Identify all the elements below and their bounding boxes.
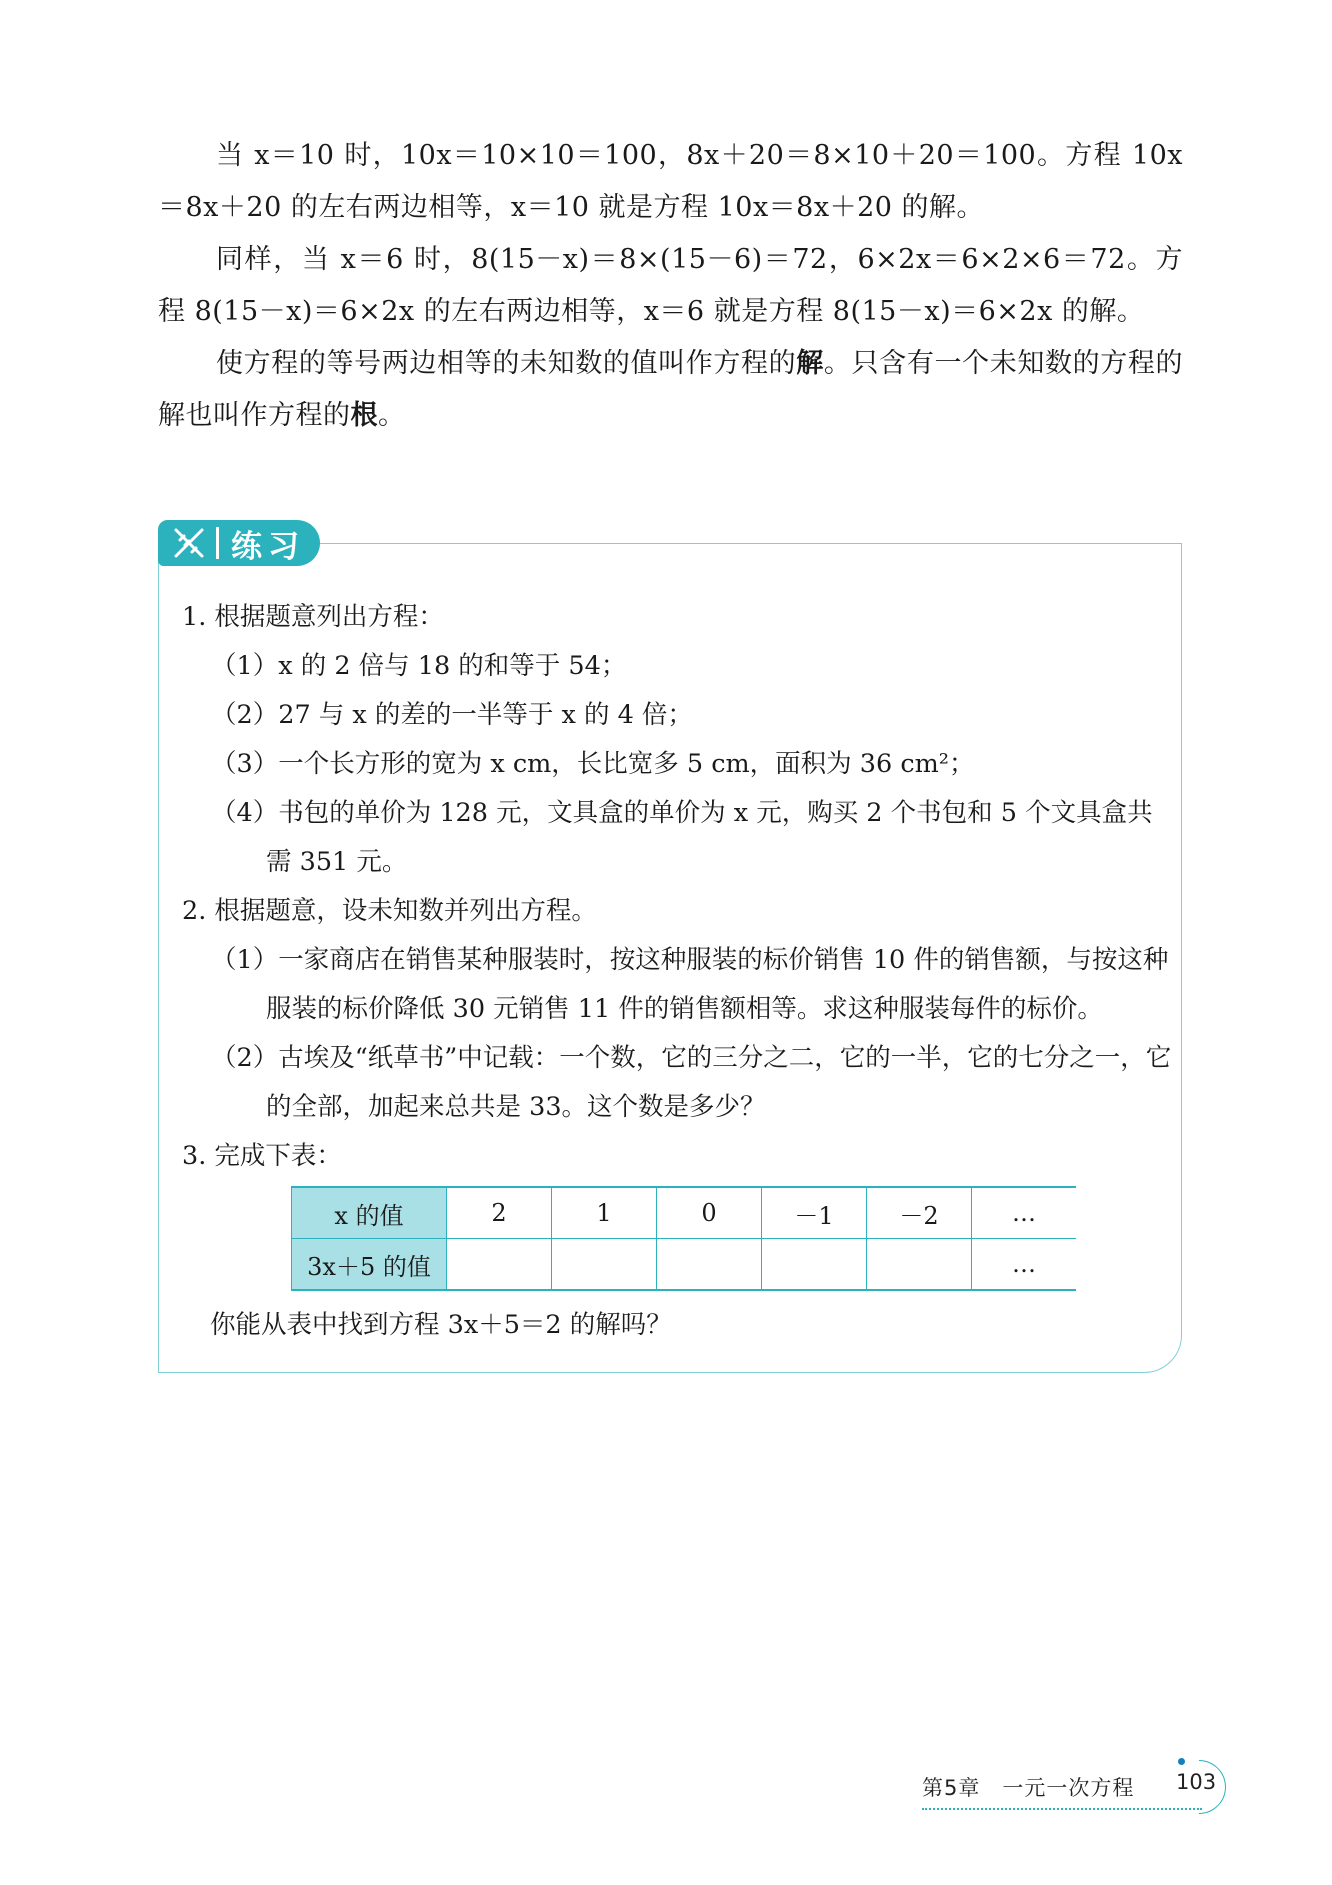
table-cell: 2 xyxy=(447,1187,552,1239)
question-2-item-2: （2）古埃及“纸草书”中记载：一个数，它的三分之二，它的一半，它的七分之一，它的全部，加起来总共是 33。这个数是多少？ xyxy=(211,1043,1172,1122)
definition-paragraph xyxy=(158,338,1183,442)
paragraph-1: 当 x＝10 时，10x＝10×10＝100，8x＋20＝8×10＋20＝100。方程 10x＝8x＋20 的左右两边相等，x＝10 就是方程 10x＝8x＋20 的解。 xyxy=(158,140,1183,223)
question-1-item-1: （1）x 的 2 倍与 18 的和等于 54； xyxy=(211,651,627,681)
table-cell: … xyxy=(972,1239,1077,1291)
table-cell xyxy=(762,1239,867,1291)
question-3-followup: 你能从表中找到方程 3x＋5＝2 的解吗？ xyxy=(210,1310,672,1340)
definition-text-3: 。 xyxy=(378,400,406,431)
table-cell: 0 xyxy=(657,1187,762,1239)
table-cell xyxy=(867,1239,972,1291)
question-3: 3. 完成下表： xyxy=(182,1141,342,1171)
definition-text-1: 使方程的等号两边相等的未知数的值叫作方程的 xyxy=(216,348,797,379)
definition-text-2: 。只含有一个未知数的方程的解也叫作方程的 xyxy=(158,348,1184,431)
exercise-content xyxy=(182,593,1172,1181)
table-cell xyxy=(447,1239,552,1291)
question-2-item-1: （1）一家商店在销售某种服装时，按这种服装的标价销售 10 件的销售额，与按这种服装的标价降低 30 元销售 11 件的销售额相等。求这种服装每件的标价。 xyxy=(211,945,1169,1024)
paragraph-2: 同样，当 x＝6 时，8(15－x)＝8×(15－6)＝72，6×2x＝6×2×6＝72。方程 8(15－x)＝6×2x 的左右两边相等，x＝6 就是方程 8(15－x)＝6×2x 的解。 xyxy=(158,244,1183,327)
exercise-header xyxy=(158,520,320,566)
page-number: 103 xyxy=(1176,1770,1217,1794)
page-footer xyxy=(920,1760,1217,1820)
chapter-title: 第5章 一元一次方程 xyxy=(922,1776,1135,1800)
table-cell xyxy=(552,1239,657,1291)
question-1-item-2: （2）27 与 x 的差的一半等于 x 的 4 倍； xyxy=(211,700,693,730)
body-paragraphs xyxy=(158,130,1183,442)
table-row xyxy=(292,1187,1077,1239)
table-header-expression: 3x＋5 的值 xyxy=(292,1239,447,1291)
ruler-pencil-icon xyxy=(168,523,210,563)
question-2: 2. 根据题意，设未知数并列出方程。 xyxy=(182,896,597,926)
footer-divider xyxy=(922,1808,1202,1810)
table-header-x: x 的值 xyxy=(292,1187,447,1239)
table-row xyxy=(292,1239,1077,1291)
question-1-item-3: （3）一个长方形的宽为 x cm，长比宽多 5 cm，面积为 36 cm²； xyxy=(211,749,975,779)
table-cell: －1 xyxy=(762,1187,867,1239)
question-1: 1. 根据题意列出方程： xyxy=(182,602,444,632)
value-table xyxy=(291,1186,1076,1291)
term-solution: 解 xyxy=(796,348,824,379)
table-cell: 1 xyxy=(552,1187,657,1239)
term-root: 根 xyxy=(350,400,378,431)
table-cell: －2 xyxy=(867,1187,972,1239)
table-cell: … xyxy=(972,1187,1077,1239)
question-1-item-4: （4）书包的单价为 128 元，文具盒的单价为 x 元，购买 2 个书包和 5 个文具盒共需 351 元。 xyxy=(211,798,1153,877)
table-cell xyxy=(657,1239,762,1291)
header-separator xyxy=(216,527,219,559)
exercise-title: 练习 xyxy=(231,528,305,565)
